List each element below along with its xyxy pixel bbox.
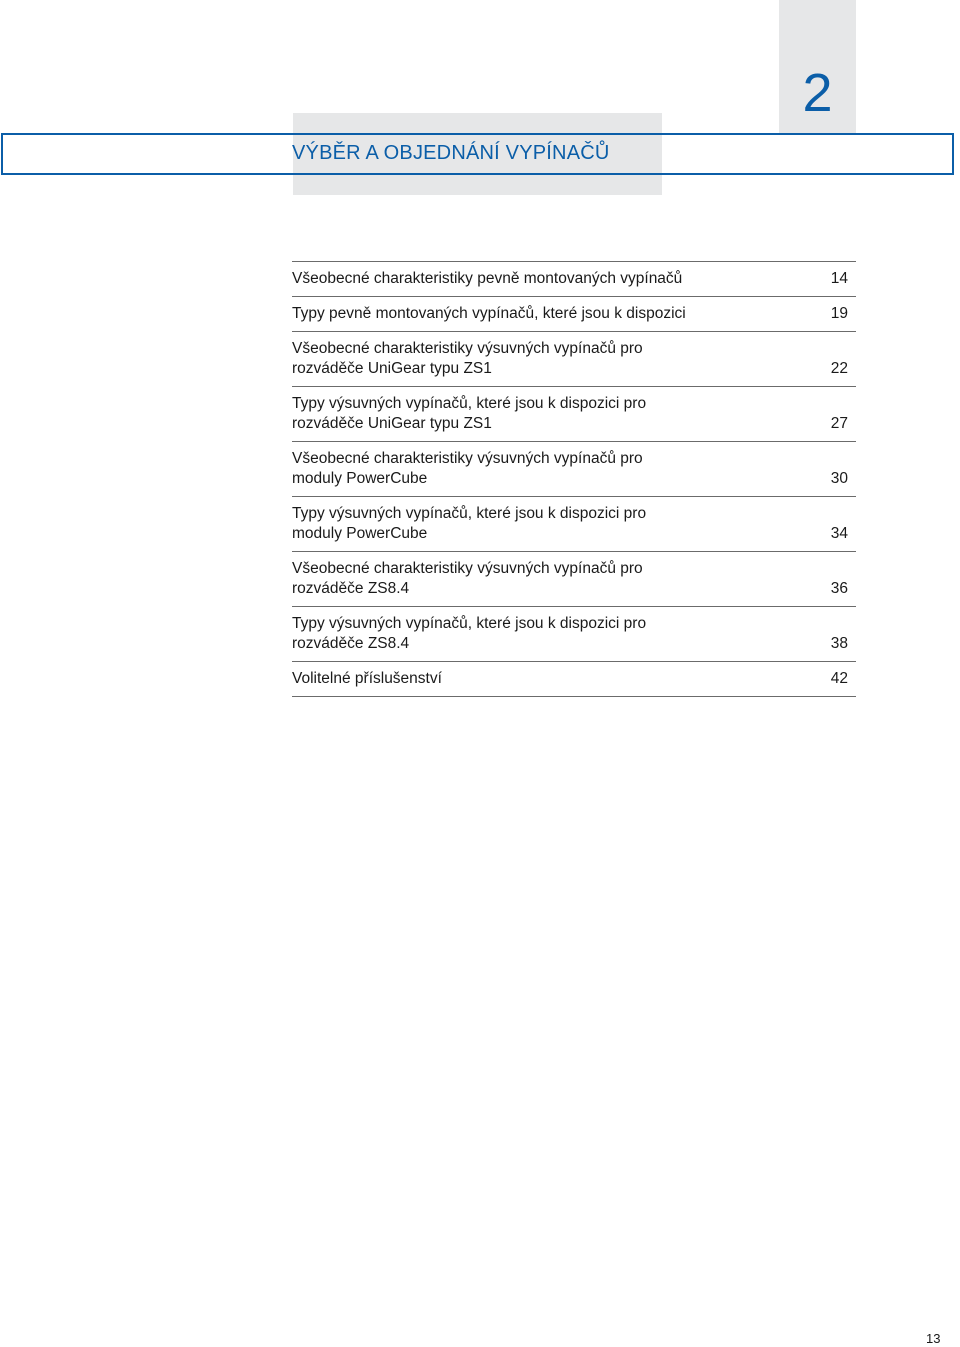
toc-entry[interactable] xyxy=(292,442,856,497)
chapter-number: 2 xyxy=(802,63,833,123)
toc-entry-text: Všeobecné charakteristiky pevně montovaných vypínačů xyxy=(292,270,683,287)
toc-entry-page: 38 xyxy=(830,635,848,652)
page-number: 13 xyxy=(926,1331,941,1346)
toc-entry[interactable] xyxy=(292,297,856,332)
toc-entry-text: Typy výsuvných vypínačů, které jsou k dispozici pro rozváděče UniGear typu ZS1 xyxy=(292,395,647,432)
toc-entry-page: 22 xyxy=(830,360,848,377)
toc-entry-page: 27 xyxy=(830,415,848,432)
toc-entry-page: 36 xyxy=(830,580,848,597)
toc-entry[interactable] xyxy=(292,552,856,607)
toc-entry-text: Všeobecné charakteristiky výsuvných vypínačů pro rozváděče UniGear typu ZS1 xyxy=(292,340,643,377)
toc-entry[interactable] xyxy=(292,497,856,552)
toc-entry-page: 14 xyxy=(830,270,848,287)
table-of-contents xyxy=(292,261,856,697)
toc-entry-text: Všeobecné charakteristiky výsuvných vypínačů pro moduly PowerCube xyxy=(292,450,643,487)
toc-entry-text: Typy pevně montovaných vypínačů, které jsou k dispozici xyxy=(292,305,686,322)
toc-entry[interactable] xyxy=(292,387,856,442)
toc-entry-text: Všeobecné charakteristiky výsuvných vypínačů pro rozváděče ZS8.4 xyxy=(292,560,643,597)
toc-entry[interactable] xyxy=(292,662,856,697)
toc-entry[interactable] xyxy=(292,607,856,662)
toc-entry-text: Typy výsuvných vypínačů, které jsou k dispozici pro rozváděče ZS8.4 xyxy=(292,615,647,652)
toc-entry-text: Typy výsuvných vypínačů, které jsou k dispozici pro moduly PowerCube xyxy=(292,505,647,542)
toc-entry-page: 42 xyxy=(830,670,848,687)
toc-entry-page: 19 xyxy=(830,305,848,322)
toc-entry-page: 34 xyxy=(830,525,848,542)
chapter-title: VÝBĚR A OBJEDNÁNÍ VYPÍNAČŮ xyxy=(292,142,610,164)
toc-entry[interactable] xyxy=(292,332,856,387)
toc-entry-text: Volitelné příslušenství xyxy=(292,670,442,687)
toc-entry-page: 30 xyxy=(830,470,848,487)
toc-entry[interactable] xyxy=(292,262,856,297)
